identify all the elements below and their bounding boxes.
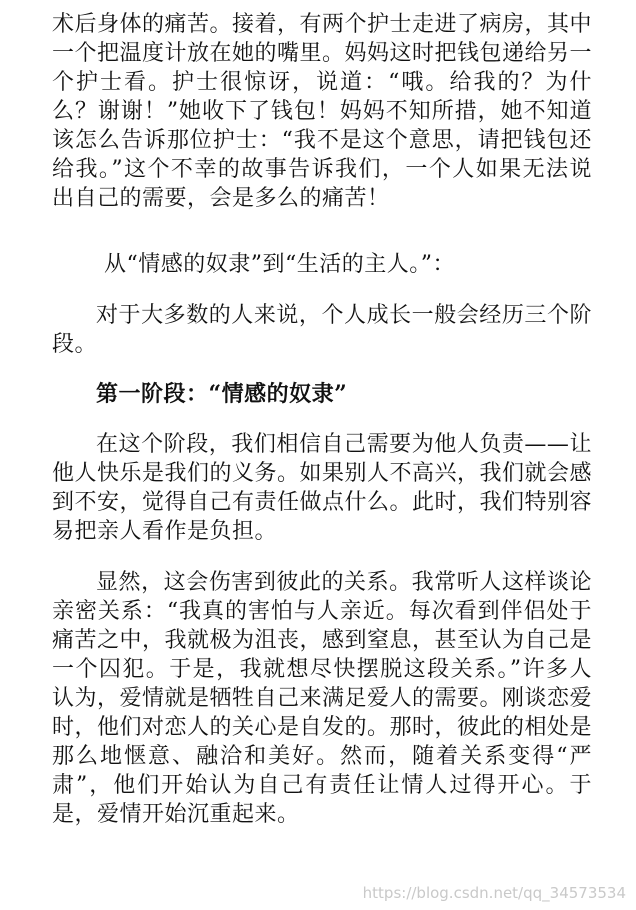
paragraph-three-stages: 对于大多数的人来说，个人成长一般会经历三个阶段。 — [52, 303, 592, 357]
paragraph-story-ending: 术后身体的痛苦。接着，有两个护士走进了病房，其中一个把温度计放在她的嘴里。妈妈这时把钱包递给另一个护士看。护士很惊讶，说道：“哦。给我的？为什么？谢谢！”她收下了钱包！妈妈不知所措，她不知道该怎么告诉那位护士：“我不是这个意思，请把钱包还给我。”这个不幸的故事告诉我们，一个人如果无法说出自己的需要，会是多么的痛苦！ — [52, 12, 593, 211]
section-heading: 从“情感的奴隶”到“生活的主人。”： — [104, 252, 455, 277]
paragraph-stage-one: 在这个阶段，我们相信自己需要为他人负责——让他人快乐是我们的义务。如果别人不高兴，我们就会感到不安，觉得自己有责任做点什么。此时，我们特别容易把亲人看作是负担。 — [52, 432, 593, 544]
document-page — [52, 10, 592, 829]
stage-one-heading: 第一阶段：“情感的奴隶” — [96, 381, 348, 407]
paragraph-relationships: 显然，这会伤害到彼此的关系。我常听人这样谈论亲密关系：“我真的害怕与人亲近。每次看到伴侣处于痛苦之中，我就极为沮丧，感到窒息，甚至认为自己是一个囚犯。于是，我就想尽快摆脱这段关系。”许多人认为，爱情就是牺牲自己来满足爱人的需要。刚谈恋爱时，他们对恋人的关心是自发的。那时，彼此的相处是那么地惬意、融洽和美好。然而，随着关系变得“严肃”，他们开始认为自己有责任让情人过得开心。于是，爱情开始沉重起来。 — [52, 570, 593, 827]
watermark: https://blog.csdn.net/qq_34573534 — [362, 884, 626, 902]
